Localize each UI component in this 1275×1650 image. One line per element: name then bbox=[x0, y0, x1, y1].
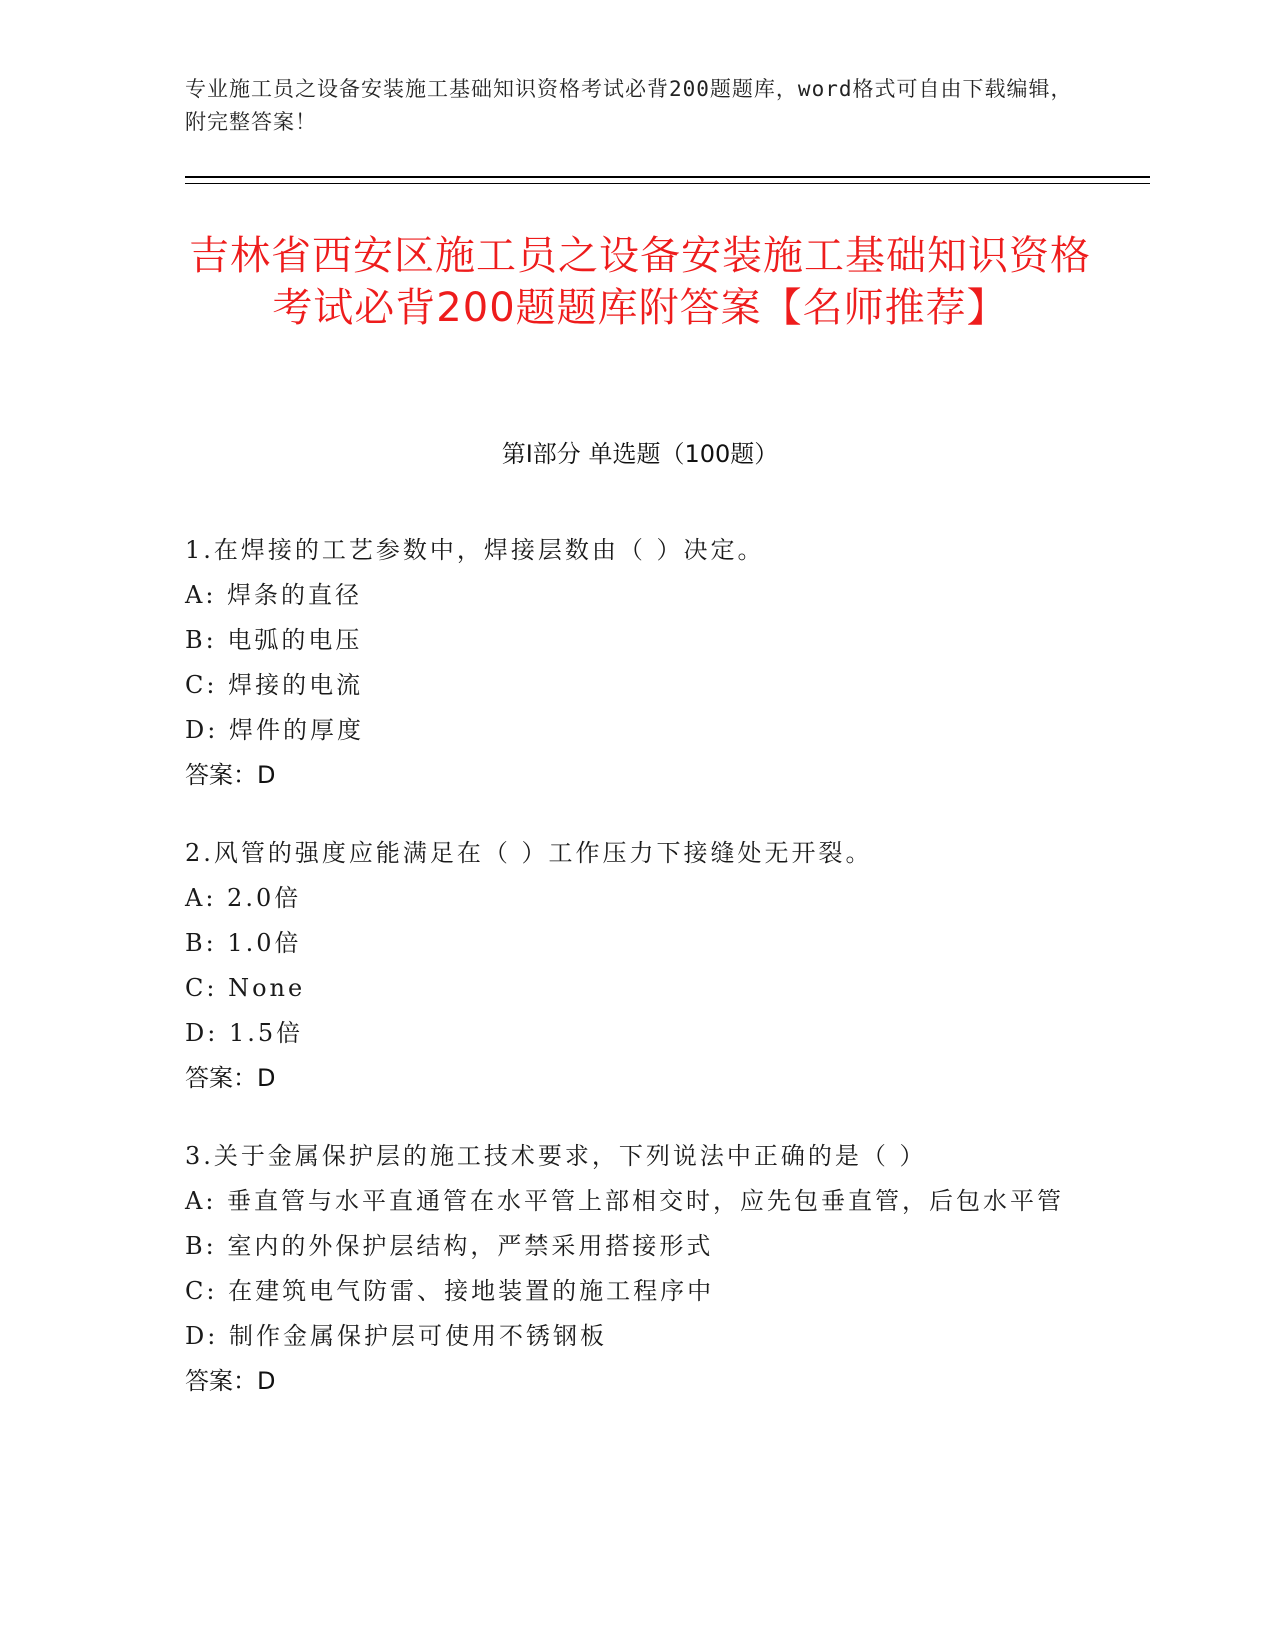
option-d: D: 制作金属保护层可使用不锈钢板 bbox=[185, 1322, 607, 1350]
option-b: B: 电弧的电压 bbox=[185, 626, 363, 654]
answer-line: 答案：D bbox=[185, 1367, 276, 1395]
header-rule-thin bbox=[185, 183, 1150, 184]
option-c: C: 焊接的电流 bbox=[185, 671, 364, 699]
option-a: A: 2.0倍 bbox=[185, 884, 302, 912]
question-2 bbox=[185, 831, 1095, 1101]
option-d: D: 1.5倍 bbox=[185, 1019, 304, 1047]
answer-line: 答案：D bbox=[185, 1064, 276, 1092]
question-stem: 1.在焊接的工艺参数中，焊接层数由（ ）决定。 bbox=[185, 536, 765, 564]
option-a: A: 焊条的直径 bbox=[185, 581, 363, 609]
option-b: B: 1.0倍 bbox=[185, 929, 302, 957]
question-stem: 3.关于金属保护层的施工技术要求，下列说法中正确的是（ ） bbox=[185, 1142, 927, 1170]
document-title: 吉林省西安区施工员之设备安装施工基础知识资格考试必背200题题库附答案【名师推荐】 bbox=[189, 233, 1091, 331]
question-3 bbox=[185, 1134, 1095, 1404]
option-b: B: 室内的外保护层结构，严禁采用搭接形式 bbox=[185, 1232, 714, 1260]
question-1 bbox=[185, 528, 1095, 798]
section-heading: 第Ⅰ部分 单选题（100题） bbox=[501, 440, 779, 468]
question-stem: 2.风管的强度应能满足在（ ）工作压力下接缝处无开裂。 bbox=[185, 839, 873, 867]
intro-text: 专业施工员之设备安装施工基础知识资格考试必背200题题库，word格式可自由下载编辑，附完整答案！ bbox=[185, 77, 1073, 134]
question-list bbox=[185, 528, 1095, 1437]
option-c: C: 在建筑电气防雷、接地装置的施工程序中 bbox=[185, 1277, 715, 1305]
header-rule-thick bbox=[185, 176, 1150, 178]
option-d: D: 焊件的厚度 bbox=[185, 716, 364, 744]
option-a: A: 垂直管与水平直通管在水平管上部相交时，应先包垂直管，后包水平管 bbox=[185, 1187, 1065, 1215]
option-c: C: None bbox=[185, 974, 306, 1002]
answer-line: 答案：D bbox=[185, 761, 276, 789]
